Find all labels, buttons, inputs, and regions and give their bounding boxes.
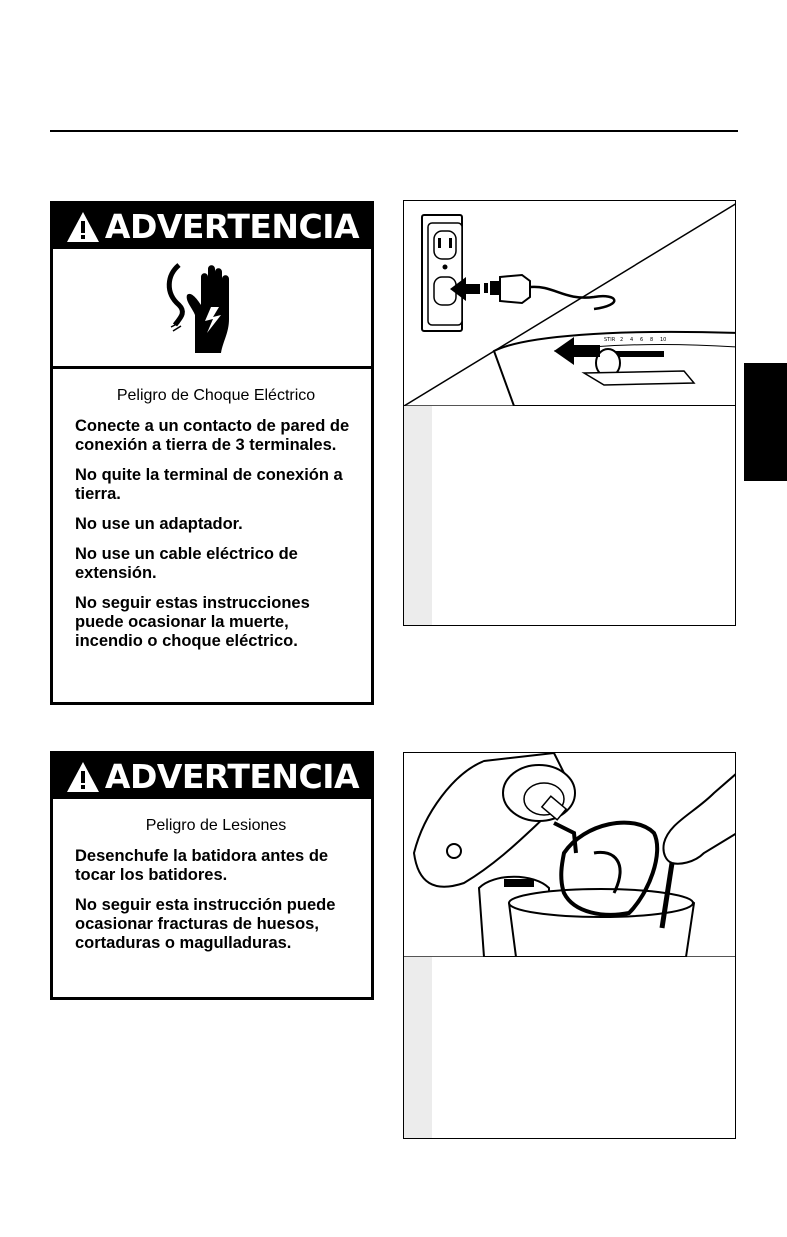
warning-header [53, 754, 371, 799]
illustration-panel-mixer [403, 752, 736, 1139]
warning-subtitle: Peligro de Choque Eléctrico [116, 387, 316, 404]
caption-bar [404, 406, 432, 625]
header-rule [50, 130, 738, 132]
warning-title: ADVERTENCIA [104, 207, 360, 246]
instruction-caption [404, 406, 735, 625]
warning-line: No seguir esta instrucción puede ocasionar fracturas de huesos, cortaduras o magulladuras. [75, 896, 336, 952]
speed-label: 8 [650, 337, 654, 343]
wall-outlet-icon [422, 215, 462, 331]
speed-label: STIR [604, 337, 616, 343]
warning-line: Desenchufe la batidora antes de tocar los batidores. [75, 847, 329, 884]
warning-line: No seguir estas instrucciones puede ocasionar la muerte, incendio o choque eléctrico. [75, 594, 310, 650]
warning-box-injury [50, 751, 374, 1000]
warning-header [53, 204, 371, 249]
caption-bar [404, 957, 432, 1139]
speed-label: 10 [660, 337, 667, 343]
illustration-panel-plug [403, 200, 736, 626]
speed-label: 4 [630, 337, 634, 343]
warning-line: Conecte a un contacto de pared de conexión a tierra de 3 terminales. [75, 417, 350, 454]
warning-line: No use un adaptador. [75, 515, 243, 533]
icon-area [53, 249, 371, 369]
warning-body [53, 369, 371, 672]
warning-box-electric [50, 201, 374, 705]
warning-body [53, 799, 371, 974]
speed-label: 6 [640, 337, 644, 343]
speed-label: 2 [620, 337, 624, 343]
mixer-bowl-beater-illustration [404, 753, 735, 957]
warning-line: No quite la terminal de conexión a tierra. [75, 466, 343, 503]
section-tab [744, 363, 787, 481]
warning-title: ADVERTENCIA [104, 757, 360, 796]
warning-triangle-icon [65, 210, 101, 244]
outlet-plug-illustration [404, 201, 735, 406]
instruction-caption [404, 957, 735, 1139]
warning-triangle-icon [65, 760, 101, 794]
warning-subtitle: Peligro de Lesiones [145, 817, 287, 834]
electric-shock-hand-icon [157, 253, 267, 363]
warning-line: No use un cable eléctrico de extensión. [75, 545, 298, 582]
